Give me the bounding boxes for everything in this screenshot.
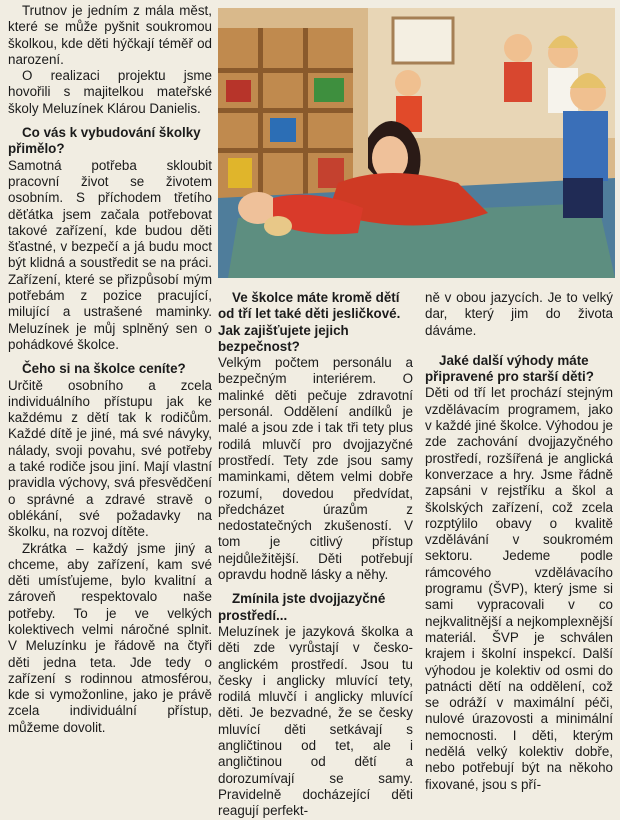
interview-answer: Děti od tří let prochází stejným vzdělávacím programem, jako v každé jiné školce. Výhodou je zde zachování dvojjazyčného prostředí, rozšířená je anglická konverzace a hry. Jsme řádně zapsáni v rejstříku a škol a školských zařízení, což zcela rozptýlilo obavy o kvalitě vzdělávání v soukromém sektoru. Jedeme podle rámcového vzdělávacího programu (ŠVP), který jsme si sami vypracovali v co nejkvalitnější a nejkomplexnější materiál. ŠVP je schválen krajem i školní inspekcí. Další výhodou je kolektiv od osmi do patnácti dětí na oddělení, což se odráží v maximální péči, nulové úrazovosti a minimální nemocnosti. I děti, kterým nedělá velký kolektiv dobře, nebo potřebují být na někoho fixované, jsou s pří- — [425, 385, 613, 792]
column-middle — [218, 290, 413, 820]
intro-paragraph: Trutnov je jedním z mála měst, které se může pyšnit soukromou školkou, kde děti hýčkají téměř od narození. — [8, 3, 212, 67]
classroom-photo — [218, 8, 615, 278]
column-left — [8, 3, 212, 736]
interview-answer: ně v obou jazycích. Je to velký dar, který jim do života dáváme. — [425, 290, 613, 338]
interview-question: Zmínila jste dvojjazyčné prostředí... — [218, 591, 386, 623]
interview-question: Ve školce máte kromě dětí od tří let také děti jesličkové. Jak zajišťujete jejich bezpečnost? — [218, 290, 401, 354]
interview-answer: Samotná potřeba skloubit pracovní život se životem osobním. S příchodem třetího děťátka jsem začala potřebovat takové zařízení, kde budou děti šťastné, v bezpečí a já budu moct být klidná a soustředit se na práci. Zařízení, které se přizpůsobí mým potřebám z pozice pracující, milující a ustrašené maminky. Meluzínek je můj splněný sen o pohádkové školce. — [8, 157, 212, 352]
interview-answer: Zkrátka – každý jsme jiný a chceme, aby zařízení, kam své děti umísťujeme, bylo kvalitní a zároveň respektovalo naše potřeby. To je ve velkých kolektivech velmi náročné splnit. V Meluzínku je řádově na čtyři děti jedna teta. Jde tedy o zařízení s rodinnou atmosférou, kde si vymožonline, jako je právě zcela individuální přístup, můžeme dovolit. — [8, 540, 212, 735]
interview-question: Jaké další výhody máte připravené pro starší děti? — [425, 352, 594, 385]
interview-question: Co vás k vybudování školky přimělo? — [8, 125, 201, 157]
interview-answer: Velkým počtem personálu a bezpečným interiérem. O malinké děti pečuje zdravotní personál. Oddělení andílků je malé a jsou zde i tak tři tety plus rodilá mluvčí pro dvojjazyčné prostředí. Tety zde jsou samy maminkami, dětem velmi dobře rozumí, dovedou předvídat, předcházet úrazům z nedostatečných zkušeností. V tom je citlivý přístup nejdůležitější. Děti potřebují opravdu hodně lásky a něhy. — [218, 355, 413, 583]
interview-question: Čeho si na školce ceníte? — [22, 361, 186, 377]
classroom-photo-illustration — [218, 8, 615, 278]
intro-paragraph: O realizaci projektu jsme hovořili s majitelkou mateřské školy Meluzínek Klárou Danielis. — [8, 68, 212, 116]
interview-answer: Určitě osobního a zcela individuálního přístupu jak ke každému z dětí tak k rodičům. Každé dítě je jiné, má své návyky, nálady, svoji povahu, své potřeby a také rodiče jsou jiní. Mají vlastní pravidla výchovy, svá přesvědčení o správné a zdravé stravě o oblékání, své požadavky na školku, na rozvoj dítěte. — [8, 377, 212, 540]
interview-answer: Meluzínek je jazyková školka a děti zde vyrůstají v česko-anglickém prostředí. Jsou tu česky i anglicky mluvící tety, rodilá mluvčí i anglicky mluvící děti. Je bezvadné, že se česky mluvící děti setkávají s angličtinou od tet, ale i angličtinou od dětí a dorozumívají se samy. Pravidelně docházející děti reagují perfekt- — [218, 623, 413, 819]
column-right — [425, 290, 613, 793]
